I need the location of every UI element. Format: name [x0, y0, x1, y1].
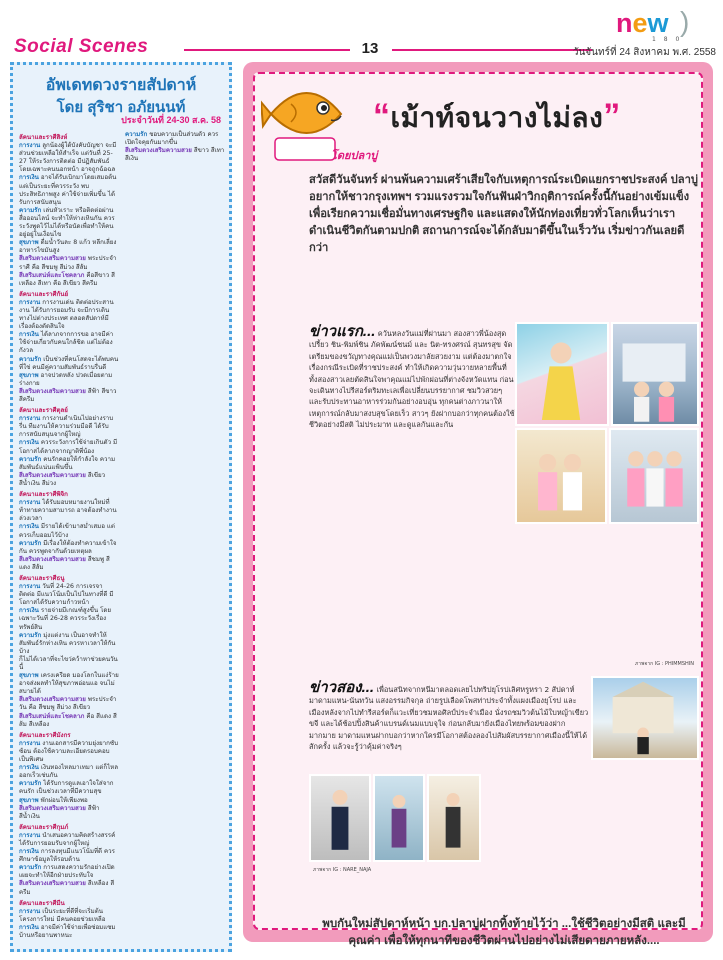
- zodiac-paragraph: [19, 880, 119, 896]
- page-header: [0, 0, 723, 62]
- zodiac-label: สีเสริมดวงเสริมความสวย: [19, 471, 86, 479]
- zodiac-text: สีเหลือง สีครีม: [19, 880, 115, 896]
- zodiac-label: สีเสริมเสน่ห์และโชคลาภ: [19, 712, 85, 720]
- zodiac-text: การแสดงความรักอย่างเปิดเผยจะทำให้อีกฝ่ายประทับใจ: [19, 864, 115, 880]
- horoscope-column: [10, 62, 232, 952]
- zodiac-paragraph: [125, 131, 225, 147]
- zodiac-text: ดื่มน้ำวันละ 8 แก้ว หลีกเลี่ยงอาหารไขมันสูง: [19, 239, 117, 255]
- zodiac-paragraph: [19, 439, 119, 455]
- zodiac-label: ความรัก: [19, 455, 42, 463]
- zodiac-label: ความรัก: [19, 355, 42, 363]
- zodiac-label: การเงิน: [19, 523, 39, 531]
- zodiac-label: สีเสริมดวงเสริมความสวย: [125, 147, 192, 155]
- zodiac-paragraph: [19, 764, 119, 780]
- zodiac-label: การเงิน: [19, 331, 39, 339]
- zodiac-text: ลูกน้องผู้ใต้บังคับบัญชา จะมีส่วนช่วยเหลือให้สำเร็จ แต่วันที่ 25-27 ให้ระวังการติดต่อ มีปฏิสัมพันธ์ โดยเฉพาะคนนอกหน้า อาจถูกฉ้อฉล: [19, 142, 117, 174]
- zodiac-text: พระประจำวัน คือ สีชมพู สีม่วง สีเขียว: [19, 696, 117, 712]
- zodiac-label: สีเสริมดวงเสริมความสวย: [19, 555, 86, 563]
- zodiac-label: สีเสริมดวงเสริมความสวย: [19, 696, 86, 704]
- news2-label: ข่าวสอง...: [309, 679, 375, 696]
- zodiac-text: มีรายได้เข้ามาสม่ำเสมอ แต่ควรเก็บออมไว้บ้าง: [19, 523, 115, 539]
- zodiac-paragraph: [19, 696, 119, 712]
- magazine-logo: [616, 8, 708, 42]
- zodiac-heading: ลัคนาและราศีมีน: [19, 899, 65, 907]
- zodiac-label: การเงิน: [19, 439, 39, 447]
- zodiac-text: พักผ่อนให้เพียงพอ: [40, 796, 88, 804]
- zodiac-text: คนรักคอยให้กำลังใจ ความสัมพันธ์แน่นแฟ้นขึ้น: [19, 455, 116, 471]
- zodiac-label: การเงิน: [19, 848, 39, 856]
- logo-word: new: [616, 8, 669, 38]
- horoscope-body: [19, 131, 225, 943]
- zodiac-paragraph: [19, 672, 119, 696]
- zodiac-paragraph: [19, 797, 119, 805]
- zodiac-text: สีฟ้า สีขาว สีครีม: [19, 387, 117, 403]
- zodiac-label: สุขภาพ: [19, 239, 39, 247]
- zodiac-paragraph: [19, 924, 119, 940]
- zodiac-text: ได้รับมอบหมายงานใหม่ที่ท้าทายความสามารถ อาจต้องทำงานล่วงเวลา: [19, 499, 117, 523]
- horoscope-period: ประจำวันที่ 24-30 ส.ค. 58: [121, 115, 221, 125]
- feature-panel: [243, 62, 713, 947]
- zodiac-text: เครงเครียด มองโลกในแง่ร้าย อาจส่งผลทำให้สุขภาพอ่อนแอ จนไม่สบายได้: [19, 672, 119, 696]
- zodiac-text: คือสีขาว สีเหลือง สีเทา คือ สีเขียว สีครีม: [19, 271, 115, 287]
- horoscope-author: โดย สุริชา อภัยนนท์: [56, 99, 186, 116]
- zodiac-text: มุ่งแต่งาน เป็นอาจทำให้สัมพันธ์รักห่างเหิน ควรหาเวลาให้กันบ้าง: [19, 631, 116, 655]
- zodiac-paragraph: [19, 255, 119, 271]
- zodiac-text: สีขาว สีเทา สีเงิน: [125, 147, 225, 163]
- zodiac-paragraph: [19, 456, 119, 472]
- zodiac-label: ความรัก: [19, 864, 42, 872]
- zodiac-paragraph: [19, 272, 119, 288]
- zodiac-label: สุขภาพ: [19, 672, 39, 680]
- page-number: 13: [361, 40, 379, 57]
- zodiac-text: อาจมีค่าใช้จ่ายเพื่อซ่อมแซมบ้านหรือยานพาหนะ: [19, 923, 116, 939]
- zodiac-paragraph: [19, 331, 119, 355]
- issue-date: วันจันทร์ที่ 24 สิงหาคม พ.ศ. 2558: [572, 47, 716, 58]
- news1-text: ควันหลงวันแม่ที่ผ่านมา สองสาวพี่น้องสุดเปรี้ยว ชิน-พิมพ์ชิน ภัคพัฒน์ชนม์ และ นิต-ทรงศรณ์ สุนทรสุข จัดเตรียมของขวัญทางคุณแม่เป็นพวงมาลัยสวยงาม แต่ต้องมาตกใจเรื่องกรณีระเบิดที่ราชประสงค์ ทำให้เกิดความวุ่นวายหลายพื้นที่ ทั้งสองสาวเลยตัดสินใจพาคุณแม่ไปพักผ่อนที่ต่างจังหวัดแทน ก่อนจะเดินทางไปรีสอร์ตริมทะเลเพื่อเปลี่ยนบรรยากาศ ชมวิวสวยๆ และรับประทานอาหารร่วมกันอย่างอบอุ่น ทุกคนต่างภาวนาให้เหตุการณ์กลับมาสงบสุขโดยเร็ว สาวๆ ยังฝากบอกว่าทุกคนต้องใช้ชีวิตอย่างมีสติ ไม่ประมาท และดูแลกันและกัน: [309, 329, 515, 430]
- zodiac-paragraph: [19, 415, 119, 439]
- zodiac-paragraph: [19, 713, 119, 729]
- zodiac-paragraph: [125, 147, 225, 163]
- zodiac-label: ความรัก: [19, 780, 42, 788]
- zodiac-paragraph: [19, 356, 119, 372]
- zodiac-paragraph: [19, 239, 119, 255]
- zodiac-text: ได้ลาภจากการขอ อาจมีค่าใช้จ่ายเกี่ยวกับคนใกล้ชิด แต่ไม่ต้องกังวล: [19, 331, 114, 355]
- news2-photo-2: [309, 774, 371, 862]
- zodiac-paragraph: [19, 832, 119, 848]
- zodiac-label: ความรัก: [19, 206, 42, 214]
- zodiac-text: เงินทองไหลมาเทมา แต่ก็ไหลออกเร็วเช่นกัน: [19, 764, 119, 780]
- zodiac-label: การงาน: [19, 831, 41, 839]
- zodiac-paragraph: [19, 583, 119, 607]
- zodiac-label: การเงิน: [19, 607, 39, 615]
- zodiac-paragraph: [19, 299, 119, 331]
- zodiac-text: มีเรื่องให้ต้องทำความเข้าใจกัน ควรพูดจากันด้วยเหตุผล: [19, 539, 117, 555]
- news2-photo-3: [373, 774, 425, 862]
- zodiac-label: การงาน: [19, 142, 41, 150]
- zodiac-text: เป็นช่วงที่คนโสดจะได้พบคนที่ใช่ คนมีคู่ความสัมพันธ์ราบรื่นดี: [19, 355, 119, 371]
- zodiac-label: การงาน: [19, 583, 41, 591]
- zodiac-label: การเงิน: [19, 764, 39, 772]
- zodiac-label: สุขภาพ: [19, 796, 39, 804]
- news1-photo-3: [515, 428, 607, 524]
- zodiac-text: เป็นระยะที่ดีที่จะเริ่มต้นโครงการใหม่ มีคนคอยช่วยเหลือ: [19, 907, 106, 923]
- zodiac-heading: ลัคนาและราศีตุลย์: [19, 407, 68, 415]
- news2-photo-1: [591, 676, 699, 760]
- zodiac-paragraph: [19, 523, 119, 539]
- zodiac-label: การเงิน: [19, 174, 39, 182]
- zodiac-heading: ลัคนาและราศีกุมภ์: [19, 823, 69, 831]
- zodiac-text: การงานเด่น ติดต่อประสานงาน ได้รับการยอมรับ จะมีการเดินทางไปต่างประเทศ ตลอดสัปดาห์มีเรื่องต้องตัดสินใจ: [19, 298, 114, 331]
- zodiac-paragraph: [19, 388, 119, 404]
- zodiac-text: พระประจำราศี คือ สีชมพู สีม่วง สีส้ม: [19, 255, 117, 271]
- zodiac-text: อาจปวดหลัง ปวดเมื่อยตามร่างกาย: [19, 371, 113, 387]
- logo-sub: 1 8 0: [652, 36, 683, 43]
- zodiac-paragraph: [19, 805, 119, 821]
- zodiac-heading: ลัคนาและราศีมังกร: [19, 731, 71, 739]
- feature-outro: พบกันใหม่สัปดาห์หน้า บก.ปลาบู่ฝากทิ้งท้ายไว้ว่า ...ใช้ชีวิตอย่างมีสติ และมีคุณค่า เพื่อให้ทุกนาทีของชีวิตผ่านไปอย่างไม่เสียดายภายหลัง....: [322, 918, 686, 947]
- zodiac-text: นำเสนอความคิดสร้างสรรค์ได้รับการยอมรับจากผู้ใหญ่: [19, 831, 116, 847]
- zodiac-paragraph: [19, 207, 119, 239]
- news1-photo-credit: ภาพจาก IG : PHIMMSHIN: [635, 661, 694, 667]
- news2-text: เพื่อนสนิทจากหนีมาตลอดเลยไปทริปยุโรปเลิศหรูหรา 2 สัปดาห์ มาดามแหน-นันทวัน แสงอรรมกิจกุล ถ่ายรูปเลือดโพสท่าประจำทั้งแผงเมืองยุโรป และเมืองหลังจากไปทำรีสอร์ตก็แวะเที่ยวชมหอศิลป์ประจำเมือง นั่งรถชมวิวต้นไม้ใบหญ้าเขียวขจี และได้ช้อปปิ้งสินค้าแบรนด์เนมแบบจุใจ ก่อนกลับมายังเมืองไทยพร้อมของฝากมากมาย มาดามแหนฝากบอกว่าหากใครมีโอกาสต้องลองไปสัมผัสบรรยากาศเมืองนี้ให้ได้สักครั้ง แล้วจะรู้ว่าคุ้มค่าจริงๆ: [309, 685, 589, 752]
- zodiac-paragraph: [19, 372, 119, 388]
- zodiac-text: วันที่ 24-26 การเจรจา ติดต่อ มีแนวโน้มเป็นไปในทางที่ดี มีโอกาสได้รับความก้าวหน้า: [19, 583, 114, 607]
- zodiac-text: คือ สีแดง สีส้ม สีเหลือง: [19, 712, 117, 728]
- zodiac-heading: ลัคนาและราศีสิงห์: [19, 134, 68, 141]
- zodiac-text: การลงทุนมีแนวโน้มที่ดี ควรศึกษาข้อมูลให้รอบด้าน: [19, 848, 115, 864]
- feature-intro: สวัสดีวันจันทร์ ผ่านพ้นความเศร้าเสียใจกับเหตุการณ์ระเบิดแยกราชประสงค์ ปลาบู่อยากให้ชาวกรุงเทพฯ รวมแรงรวมใจกันฟันฝ่าวิกฤติการณ์ครั้งนี้กันอย่างเข้มแข็ง เพื่อเรียกความเชื่อมั่นทางเศรษฐกิจ และแสดงให้นักท่องเที่ยวทั่วโลกเห็นว่าเราดำเนินชีวิตกันตามปกติ สถานการณ์จะได้กลับมาดีขึ้นในเร็ววัน เริ่มข่าวกันเลยดีกว่า: [309, 174, 698, 254]
- zodiac-paragraph: [19, 656, 119, 672]
- zodiac-paragraph: [19, 780, 119, 796]
- section-title: Social Scenes: [14, 36, 149, 57]
- horoscope-header: [13, 65, 229, 129]
- zodiac-label: การงาน: [19, 298, 41, 306]
- zodiac-label: การงาน: [19, 415, 41, 423]
- zodiac-text: ได้รับการดูแลเอาใจใส่จากคนรัก เป็นช่วงเวลาที่มีความสุข: [19, 780, 114, 796]
- zodiac-text: การงานดำเนินไปอย่างราบรื่น ทีมงานให้ความร่วมมือดี ได้รับการสนับสนุนจากผู้ใหญ่: [19, 415, 114, 439]
- news1-label: ข่าวแรก...: [309, 323, 376, 340]
- zodiac-text: ชอบความเป็นส่วนตัว ควรเปิดใจคุยกันมากขึ้น: [125, 131, 219, 147]
- zodiac-text: สีฟ้า สีน้ำเงิน: [19, 804, 100, 820]
- zodiac-text: งานเอกสารมีความยุ่งยากซับซ้อน ต้องใช้ความละเอียดรอบคอบเป็นพิเศษ: [19, 739, 118, 764]
- zodiac-label: สีเสริมดวงเสริมความสวย: [19, 880, 86, 888]
- zodiac-heading: ลัคนาและราศีพิจิก: [19, 491, 68, 499]
- zodiac-paragraph: [19, 607, 119, 631]
- zodiac-text: รายจ่ายมีเกณฑ์สูงขึ้น โดยเฉพาะวันที่ 26-28 ควรระวังเรื่องทรัพย์สิน: [19, 607, 112, 631]
- zodiac-label: สุขภาพ: [19, 371, 39, 379]
- feature-title-text: เม้าท์จนวางไม่ลง: [390, 102, 604, 133]
- zodiac-label: ความรัก: [19, 539, 42, 547]
- news1-photo-2: [611, 322, 699, 426]
- zodiac-label: การงาน: [19, 499, 41, 507]
- zodiac-text: ก็ไม่ได้เวลาที่จะไขว่คว้าหาช่วยคนวันนี้: [19, 655, 118, 671]
- zodiac-paragraph: [19, 174, 119, 206]
- news2-photo-4: [427, 774, 481, 862]
- zodiac-text: เล่นหัวเราะ หรือติดต่อผ่านสื่อออนไลน์ จะทำให้ห่างเหินกัน ควรระวังพูดไว้ไม่ได้หรือนัดเพื่อทำให้คนอยู่อยู่ในเงื่อนไข: [19, 206, 115, 239]
- zodiac-label: การเงิน: [19, 923, 39, 931]
- zodiac-label: การงาน: [19, 739, 41, 747]
- feature-title: “เม้าท์จนวางไม่ลง”: [373, 97, 621, 135]
- zodiac-label: การงาน: [19, 907, 41, 915]
- horoscope-title: อัพเดทดวงรายสัปดาห์: [45, 77, 197, 94]
- zodiac-label: สีเสริมดวงเสริมความสวย: [19, 255, 86, 263]
- zodiac-text: ควรระวังการใช้จ่ายเกินตัว มีโอกาสได้ลาภจากญาติพี่น้อง: [19, 439, 118, 455]
- zodiac-paragraph: [19, 740, 119, 764]
- zodiac-label: ความรัก: [19, 631, 42, 639]
- zodiac-paragraph: [19, 142, 119, 174]
- news2-photo-credit: ภาพจาก IG : NARE_NAJA: [313, 867, 372, 873]
- header-rule-left: [184, 49, 350, 51]
- zodiac-text: สีเขียว สีน้ำเงิน สีม่วง: [19, 471, 106, 487]
- zodiac-paragraph: [19, 499, 119, 523]
- zodiac-label: ความรัก: [125, 131, 148, 138]
- logo-paren-icon: ): [680, 6, 690, 37]
- news1-photo-4: [609, 428, 699, 524]
- zodiac-heading: ลัคนาและราศีธนู: [19, 574, 65, 582]
- zodiac-paragraph: [19, 864, 119, 880]
- zodiac-paragraph: [19, 848, 119, 864]
- zodiac-paragraph: [19, 556, 119, 572]
- zodiac-text: สีชมพู สีแดง สีส้ม: [19, 555, 110, 571]
- news1-photo-1: [515, 322, 609, 426]
- zodiac-paragraph: [19, 632, 119, 656]
- zodiac-label: สีเสริมดวงเสริมความสวย: [19, 804, 86, 812]
- zodiac-paragraph: [19, 540, 119, 556]
- zodiac-text: อาจได้รับเบิกมาโดยเสมอต้น แต่เป็นระยะที่ควรระวัง พบประสิทธิภาพสูง ค่าใช้จ่ายเพิ่มขึ้น ได้รับการสนับสนุน: [19, 174, 117, 206]
- zodiac-label: สีเสริมเสน่ห์และโชคลาภ: [19, 271, 85, 279]
- zodiac-paragraph: [19, 472, 119, 488]
- feature-byline: โดยปลาบู่: [331, 150, 378, 162]
- zodiac-heading: ลัคนาและราศีกันย์: [19, 290, 69, 298]
- zodiac-label: สีเสริมดวงเสริมความสวย: [19, 387, 86, 395]
- zodiac-paragraph: [19, 908, 119, 924]
- feature-inner: [253, 72, 703, 947]
